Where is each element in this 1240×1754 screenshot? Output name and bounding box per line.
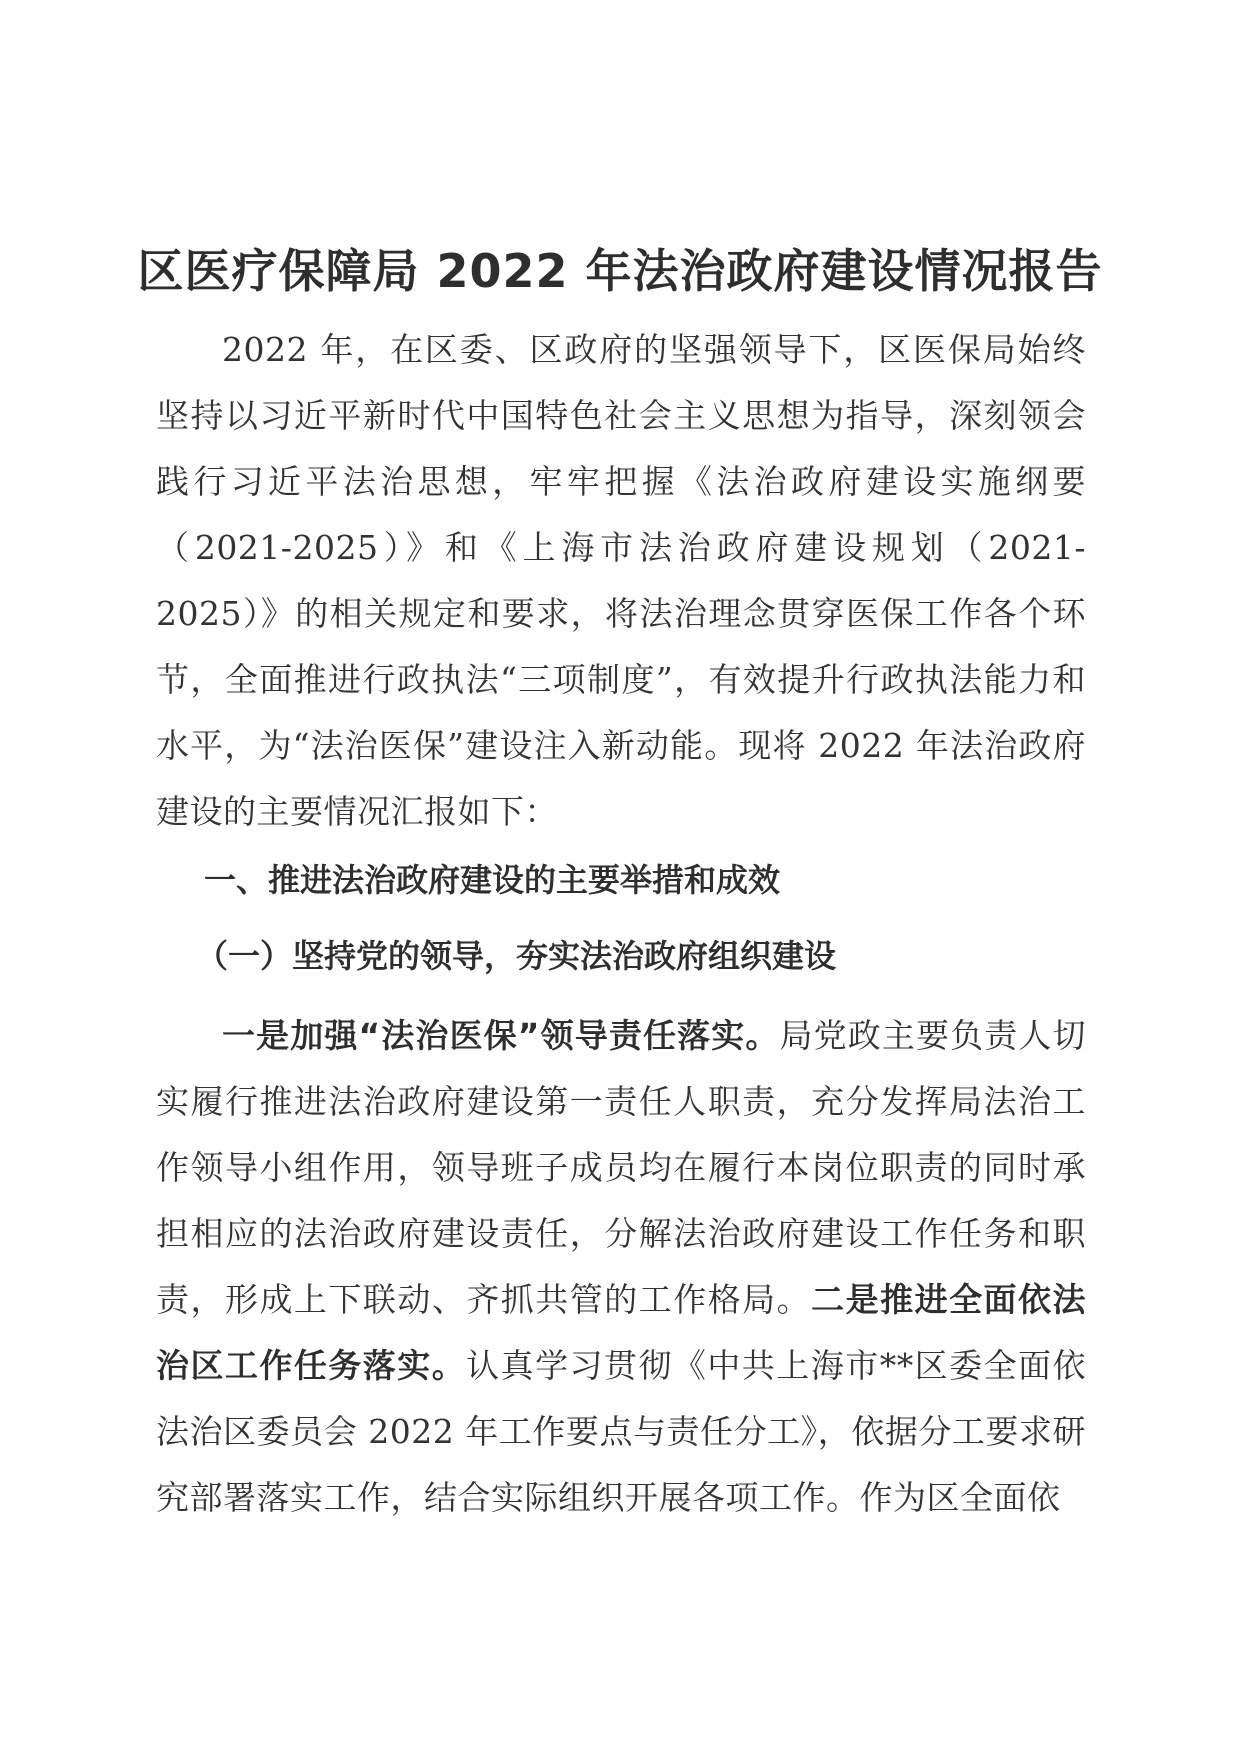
- body-paragraph: [156, 1003, 1086, 1531]
- section-heading: 一、推进法治政府建设的主要举措和成效: [204, 861, 781, 899]
- intro-paragraph: 2022 年，在区委、区政府的坚强领导下，区医保局始终坚持以习近平新时代中国特色社会主义思想为指导，深刻领会践行习近平法治思想，牢牢把握《法治政府建设实施纲要（2021-2025）》和《上海市法治政府建设规划（2021-2025）》的相关规定和要求，将法治理念贯穿医保工作各个环节，全面推进行政执法“三项制度”，有效提升行政执法能力和水平，为“法治医保”建设注入新动能。现将 2022 年法治政府建设的主要情况汇报如下：: [156, 330, 1086, 831]
- paragraph-lead-2: 二是推进全面依法治区工作任务落实。: [156, 1280, 1087, 1385]
- document-title: 区医疗保障局 2022 年法治政府建设情况报告: [137, 244, 1103, 298]
- paragraph-lead-1: 一是加强“法治医保”领导责任落实。: [222, 1016, 780, 1055]
- subsection-heading: （一）坚持党的领导，夯实法治政府组织建设: [196, 937, 837, 975]
- paragraph-text-1: 局党政主要负责人切实履行推进法治政府建设第一责任人职责，充分发挥局法治工作领导小组作用，领导班子成员均在履行本岗位职责的同时承担相应的法治政府建设责任，分解法治政府建设工作任务和职责，形成上下联动、齐抓共管的工作格局。: [156, 1016, 1086, 1319]
- paragraph-text-2: 认真学习贯彻《中共上海市**区委全面依法治区委员会 2022 年工作要点与责任分工》，依据分工要求研究部署落实工作，结合实际组织开展各项工作。作为区全面依: [156, 1346, 1087, 1517]
